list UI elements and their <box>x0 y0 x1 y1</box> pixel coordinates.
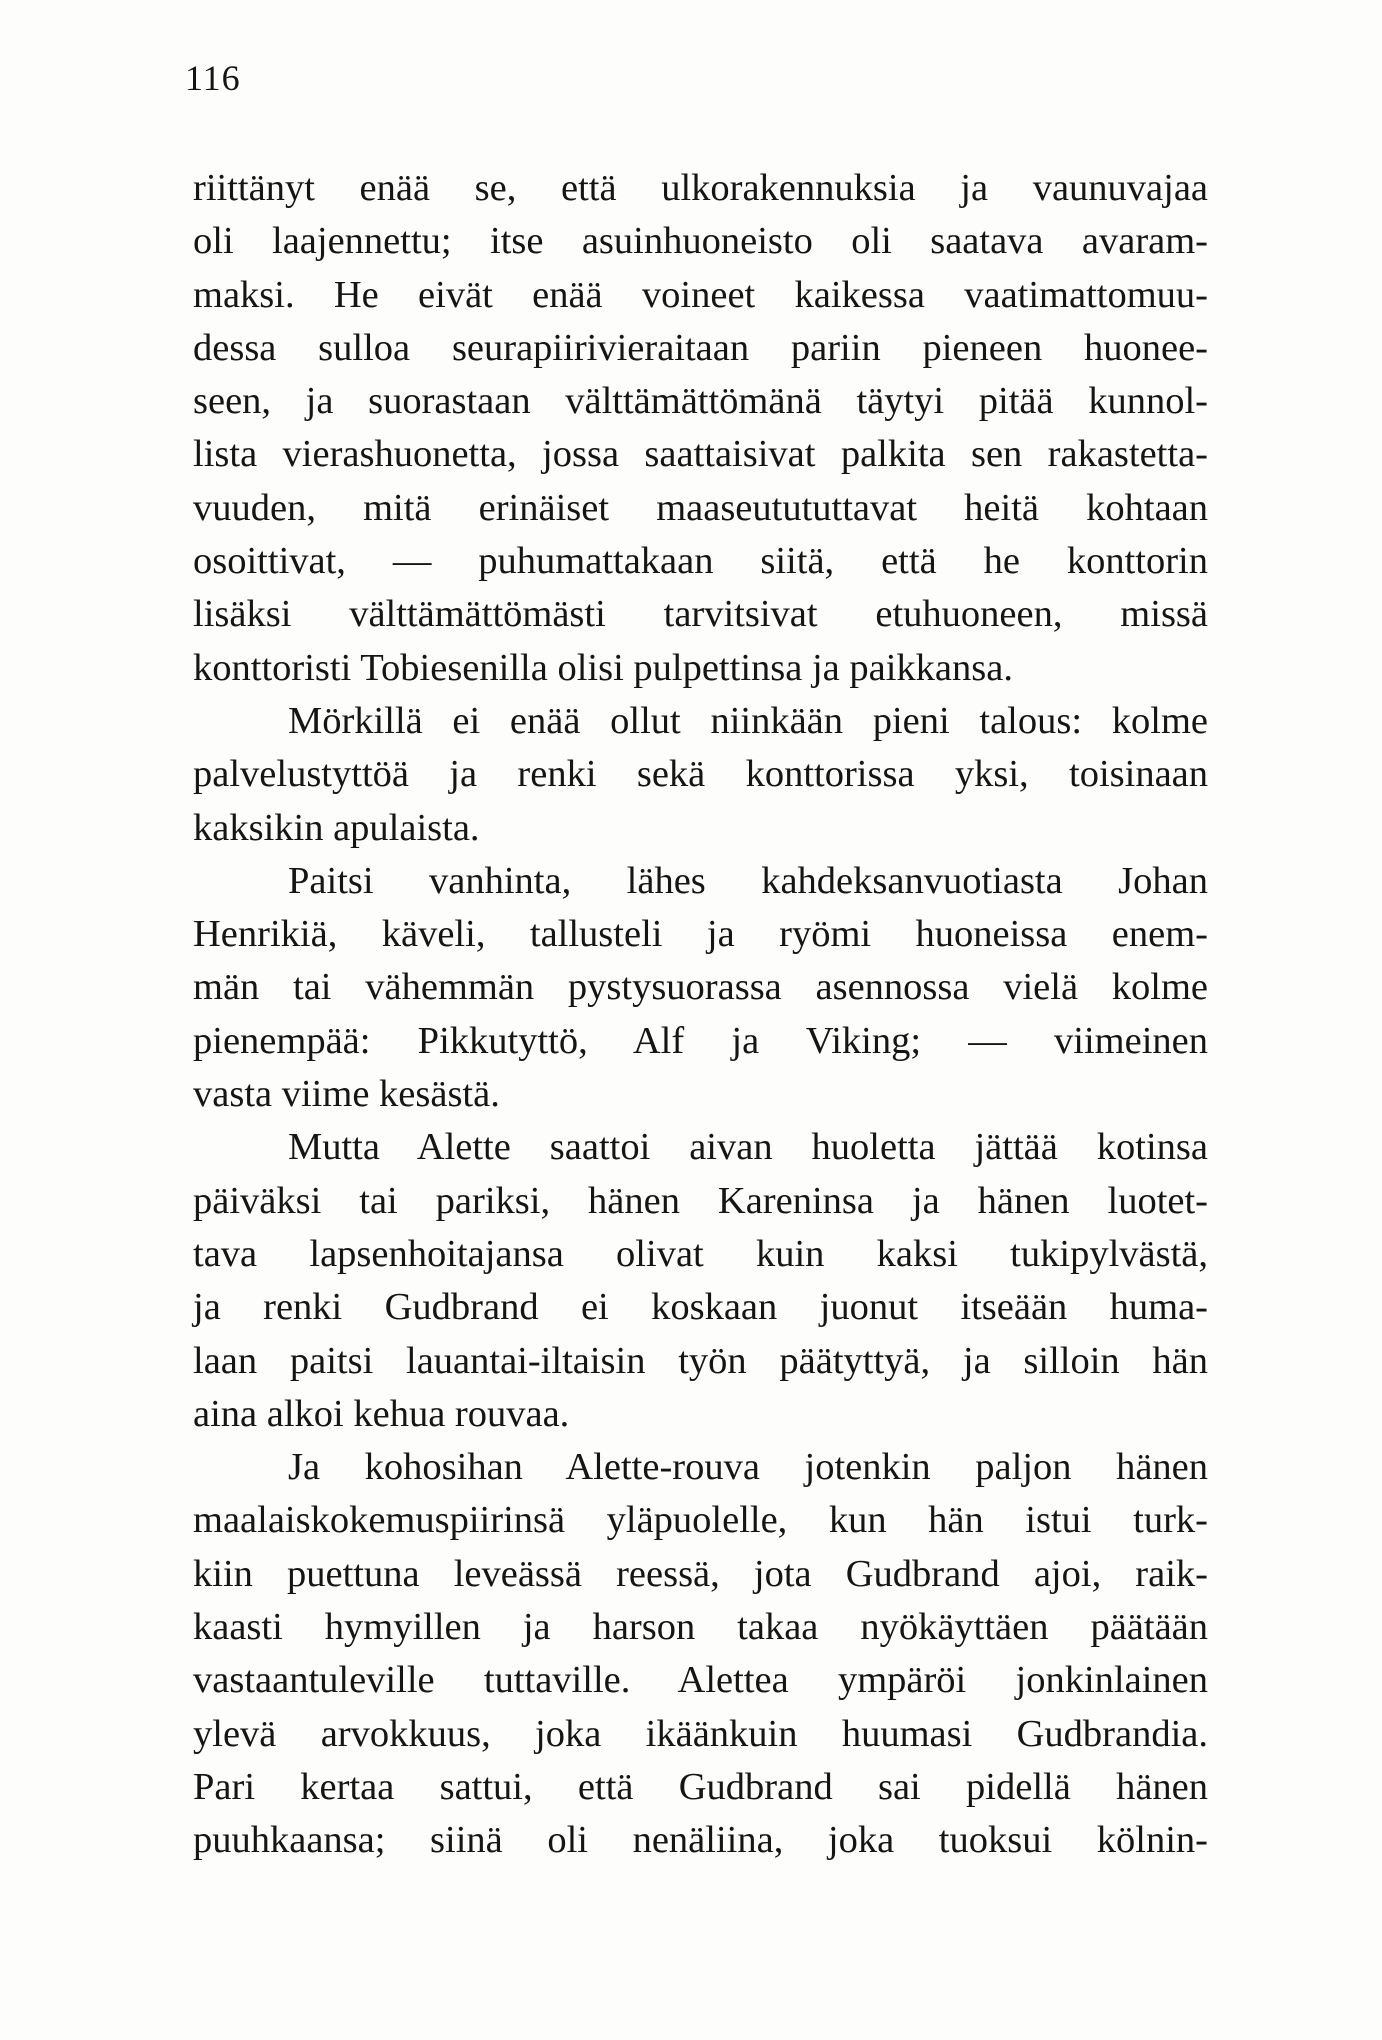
text-line: kaksikin apulaista. <box>193 806 480 849</box>
text-line: ja renki Gudbrand ei koskaan juonut itseään huma- <box>193 1286 1208 1329</box>
text-line: pienempää: Pikkutyttö, Alf ja Viking; — viimeinen <box>193 1019 1208 1062</box>
text-line: kaasti hymyillen ja harson takaa nyökäyttäen päätään <box>193 1606 1208 1649</box>
text-line: män tai vähemmän pystysuorassa asennossa vielä kolme <box>193 966 1208 1009</box>
text-line: Pari kertaa sattui, että Gudbrand sai pidellä hänen <box>193 1765 1208 1808</box>
text-line: riittänyt enää se, että ulkorakennuksia ja vaunuvajaa <box>193 167 1208 209</box>
text-line: vasta viime kesästä. <box>193 1073 500 1116</box>
text-line: lisäksi välttämättömästi tarvitsivat etuhuoneen, missä <box>193 593 1208 636</box>
text-line: osoittivat, — puhumattakaan siitä, että he konttorin <box>193 540 1208 583</box>
text-line: vuuden, mitä erinäiset maaseutututtavat heitä kohtaan <box>193 486 1208 529</box>
text-line: puuhkaansa; siinä oli nenäliina, joka tuoksui kölnin- <box>193 1819 1208 1862</box>
text-line: laan paitsi lauantai-iltaisin työn päätyttyä, ja silloin hän <box>193 1339 1208 1382</box>
text-line: seen, ja suorastaan välttämättömänä täytyi pitää kunnol- <box>193 380 1208 423</box>
text-line: Mutta Alette saattoi aivan huoletta jättää kotinsa <box>288 1126 1208 1169</box>
text-line: konttoristi Tobiesenilla olisi pulpettinsa ja paikkansa. <box>193 646 1013 689</box>
text-line: Henrikiä, käveli, tallusteli ja ryömi huoneissa enem- <box>193 913 1208 956</box>
text-line: ylevä arvokkuus, joka ikäänkuin huumasi Gudbrandia. <box>193 1712 1208 1755</box>
text-line: vastaantuleville tuttaville. Alettea ympäröi jonkinlainen <box>193 1659 1208 1702</box>
text-line: Paitsi vanhinta, lähes kahdeksanvuotiasta Johan <box>288 859 1208 902</box>
text-line: kiin puettuna leveässä reessä, jota Gudbrand ajoi, raik- <box>193 1552 1208 1595</box>
text-line: palvelustyttöä ja renki sekä konttorissa yksi, toisinaan <box>193 753 1208 796</box>
text-line: Mörkillä ei enää ollut niinkään pieni talous: kolme <box>288 699 1208 742</box>
text-line: päiväksi tai pariksi, hänen Kareninsa ja hänen luotet- <box>193 1179 1208 1222</box>
body-text <box>193 162 1208 1868</box>
text-line: maksi. He eivät enää voineet kaikessa vaatimattomuu- <box>193 273 1208 316</box>
page-number: 116 <box>185 58 241 98</box>
text-line: dessa sulloa seurapiirivieraitaan pariin pieneen huonee- <box>193 326 1208 369</box>
text-line: oli laajennettu; itse asuinhuoneisto oli saatava avaram- <box>193 220 1208 263</box>
text-line: aina alkoi kehua rouvaa. <box>193 1392 570 1435</box>
text-line: lista vierashuonetta, jossa saattaisivat palkita sen rakastetta- <box>193 433 1208 476</box>
text-line: tava lapsenhoitajansa olivat kuin kaksi tukipylvästä, <box>193 1232 1208 1275</box>
text-line: Ja kohosihan Alette-rouva jotenkin paljon hänen <box>288 1446 1208 1489</box>
text-line: maalaiskokemuspiirinsä yläpuolelle, kun hän istui turk- <box>193 1499 1208 1542</box>
